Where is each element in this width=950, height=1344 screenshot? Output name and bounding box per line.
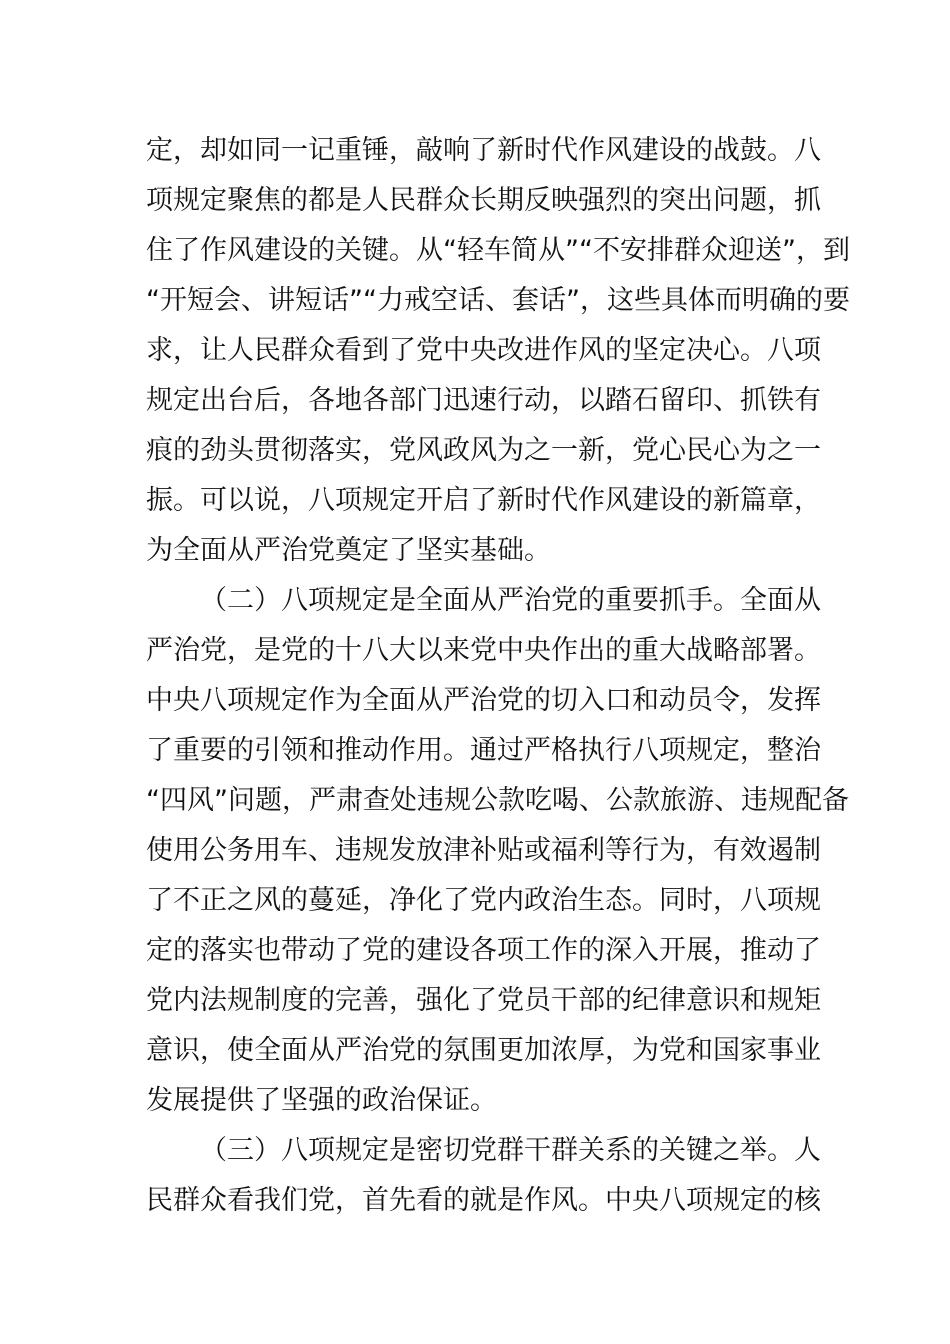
text-line: 党内法规制度的完善，强化了党员干部的纪律意识和规矩 — [146, 985, 821, 1016]
text-line: 为全面从严治党奠定了坚实基础。 — [146, 535, 551, 566]
paragraph-3 — [146, 1126, 821, 1226]
text-line: 了重要的引领和推动作用。通过严格执行八项规定，整治 — [146, 735, 821, 766]
section-heading-line: （二）八项规定是全面从严治党的重要抓手。全面从 — [200, 585, 821, 616]
text-line: 使用公务用车、违规发放津补贴或福利等行为，有效遏制 — [146, 835, 821, 866]
paragraph-2 — [146, 576, 849, 1126]
text-line: 住了作风建设的关键。从“轻车简从”“不安排群众迎送”，到 — [146, 235, 850, 266]
text-line: 求，让人民群众看到了党中央改进作风的坚定决心。八项 — [146, 335, 821, 366]
text-line: 项规定聚焦的都是人民群众长期反映强烈的突出问题，抓 — [146, 185, 821, 216]
body-text — [146, 126, 850, 1226]
text-line: 发展提供了坚强的政治保证。 — [146, 1085, 497, 1116]
text-line: “四风”问题，严肃查处违规公款吃喝、公款旅游、违规配备 — [146, 785, 849, 816]
text-line: 定的落实也带动了党的建设各项工作的深入开展，推动了 — [146, 935, 821, 966]
section-heading-line: （三）八项规定是密切党群干群关系的关键之举。人 — [200, 1135, 821, 1166]
text-line: 中央八项规定作为全面从严治党的切入口和动员令，发挥 — [146, 685, 821, 716]
paragraph-1 — [146, 126, 850, 576]
text-line: 规定出台后，各地各部门迅速行动，以踏石留印、抓铁有 — [146, 385, 821, 416]
text-line: 严治党，是党的十八大以来党中央作出的重大战略部署。 — [146, 635, 821, 666]
text-line: “开短会、讲短话”“力戒空话、套话”，这些具体而明确的要 — [146, 285, 850, 316]
text-line: 了不正之风的蔓延，净化了党内政治生态。同时，八项规 — [146, 885, 821, 916]
text-line: 意识，使全面从严治党的氛围更加浓厚，为党和国家事业 — [146, 1035, 821, 1066]
text-line: 民群众看我们党，首先看的就是作风。中央八项规定的核 — [146, 1185, 821, 1216]
text-line: 定，却如同一记重锤，敲响了新时代作风建设的战鼓。八 — [146, 135, 821, 166]
text-line: 痕的劲头贯彻落实，党风政风为之一新，党心民心为之一 — [146, 435, 821, 466]
text-line: 振。可以说，八项规定开启了新时代作风建设的新篇章， — [146, 485, 821, 516]
